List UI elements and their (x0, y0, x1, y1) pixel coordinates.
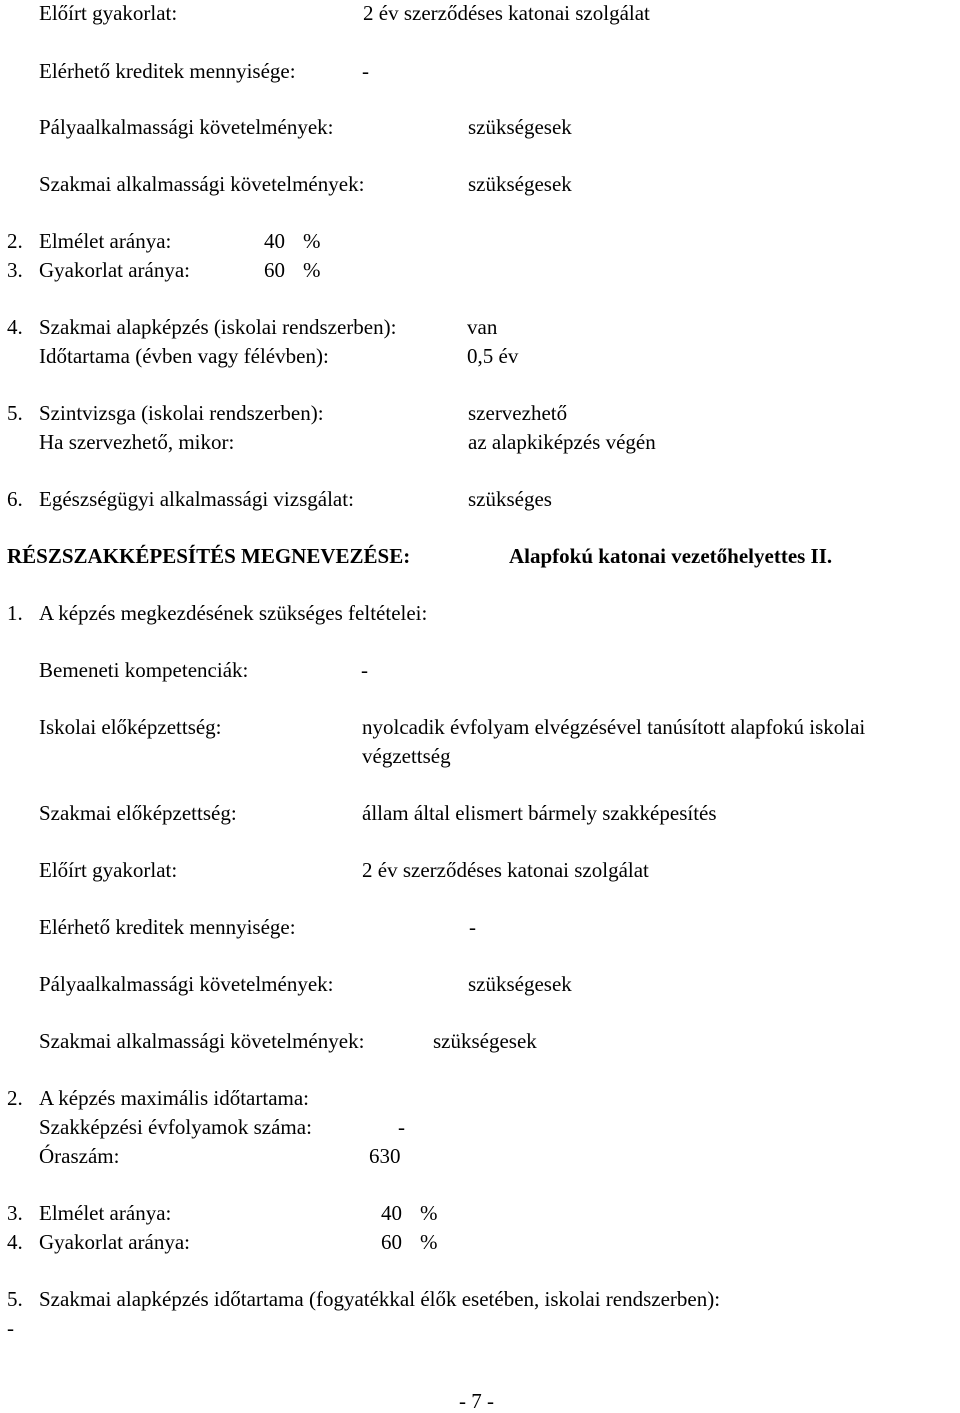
alapkepzes-value: van (467, 315, 498, 339)
szakmai-alkalmassagi-value-2: szükségesek (433, 1029, 537, 1053)
eloirt-gyakorlat-label-2: Előírt gyakorlat: (39, 858, 178, 882)
elmelet-value: 40 (264, 229, 285, 253)
alapkepzes-num: 4. (7, 315, 23, 339)
iskolai-elokepzettseg-value-2: végzettség (362, 744, 451, 768)
szakmai-elokepzettseg-value: állam által elismert bármely szakképesítés (362, 801, 717, 825)
kreditek-label: Elérhető kreditek mennyisége: (39, 59, 296, 83)
elmelet-label-2: Elmélet aránya: (39, 1201, 172, 1225)
szintvizsga-num: 5. (7, 401, 23, 425)
gyakorlat-label-2: Gyakorlat aránya: (39, 1230, 191, 1254)
gyakorlat-label: Gyakorlat aránya: (39, 258, 191, 282)
szakmai-elokepzettseg-label: Szakmai előképzettség: (39, 801, 237, 825)
evfolyamok-label: Szakképzési évfolyamok száma: (39, 1115, 312, 1139)
iskolai-elokepzettseg-value-1: nyolcadik évfolyam elvégzésével tanúsított alapfokú iskolai (362, 715, 866, 739)
elmelet-label: Elmélet aránya: (39, 229, 172, 253)
fogyatekkal-value: - (7, 1316, 14, 1340)
elmelet-num: 2. (7, 229, 23, 253)
egeszsegugyi-num: 6. (7, 487, 23, 511)
gyakorlat-value-2: 60 (381, 1230, 402, 1254)
kreditek-value: - (362, 59, 369, 83)
szakmai-alkalmassagi-label-2: Szakmai alkalmassági követelmények: (39, 1029, 365, 1053)
szintvizsga-label: Szintvizsga (iskolai rendszerben): (39, 401, 324, 425)
palyaalkalmassagi-label: Pályaalkalmassági követelmények: (39, 115, 334, 139)
szakmai-alkalmassagi-label: Szakmai alkalmassági követelmények: (39, 172, 365, 196)
oraszam-value: 630 (369, 1144, 401, 1168)
szintvizsga-value: szervezhető (468, 401, 568, 425)
fogyatekkal-label: Szakmai alapképzés időtartama (fogyatékkal élők esetében, iskolai rendszerben): (39, 1287, 721, 1311)
alapkepzes-label: Szakmai alapképzés (iskolai rendszerben): (39, 315, 397, 339)
ha-szervezheto-label: Ha szervezhető, mikor: (39, 430, 235, 454)
idotartama-value: 0,5 év (467, 344, 519, 368)
iskolai-elokepzettseg-label: Iskolai előképzettség: (39, 715, 222, 739)
gyakorlat-unit-2: % (420, 1230, 438, 1254)
oraszam-label: Óraszám: (39, 1144, 120, 1168)
gyakorlat-num: 3. (7, 258, 23, 282)
bemeneti-label: Bemeneti kompetenciák: (39, 658, 249, 682)
egeszsegugyi-label: Egészségügyi alkalmassági vizsgálat: (39, 487, 354, 511)
palyaalkalmassagi-value: szükségesek (468, 115, 572, 139)
feltetelek-num: 1. (7, 601, 23, 625)
max-idotartam-num: 2. (7, 1086, 23, 1110)
elmelet-unit-2: % (420, 1201, 438, 1225)
reszszakkepesites-heading: RÉSZSZAKKÉPESÍTÉS MEGNEVEZÉSE: (7, 544, 411, 568)
eloirt-gyakorlat-value: 2 év szerződéses katonai szolgálat (363, 1, 650, 25)
kreditek-label-2: Elérhető kreditek mennyisége: (39, 915, 296, 939)
elmelet-unit: % (303, 229, 321, 253)
palyaalkalmassagi-label-2: Pályaalkalmassági követelmények: (39, 972, 334, 996)
gyakorlat-num-2: 4. (7, 1230, 23, 1254)
eloirt-gyakorlat-label: Előírt gyakorlat: (39, 1, 178, 25)
evfolyamok-value: - (398, 1115, 405, 1139)
idotartama-label: Időtartama (évben vagy félévben): (39, 344, 329, 368)
ha-szervezheto-value: az alapkiképzés végén (468, 430, 656, 454)
gyakorlat-value: 60 (264, 258, 285, 282)
palyaalkalmassagi-value-2: szükségesek (468, 972, 572, 996)
elmelet-value-2: 40 (381, 1201, 402, 1225)
elmelet-num-2: 3. (7, 1201, 23, 1225)
kreditek-value-2: - (469, 915, 476, 939)
szakmai-alkalmassagi-value: szükségesek (468, 172, 572, 196)
bemeneti-value: - (361, 658, 368, 682)
egeszsegugyi-value: szükséges (468, 487, 552, 511)
eloirt-gyakorlat-value-2: 2 év szerződéses katonai szolgálat (362, 858, 649, 882)
max-idotartam-label: A képzés maximális időtartama: (39, 1086, 310, 1110)
reszszakkepesites-name: Alapfokú katonai vezetőhelyettes II. (509, 544, 833, 568)
gyakorlat-unit: % (303, 258, 321, 282)
feltetelek-label: A képzés megkezdésének szükséges feltételei: (39, 601, 428, 625)
page-number: - 7 - (459, 1389, 494, 1413)
fogyatekkal-num: 5. (7, 1287, 23, 1311)
